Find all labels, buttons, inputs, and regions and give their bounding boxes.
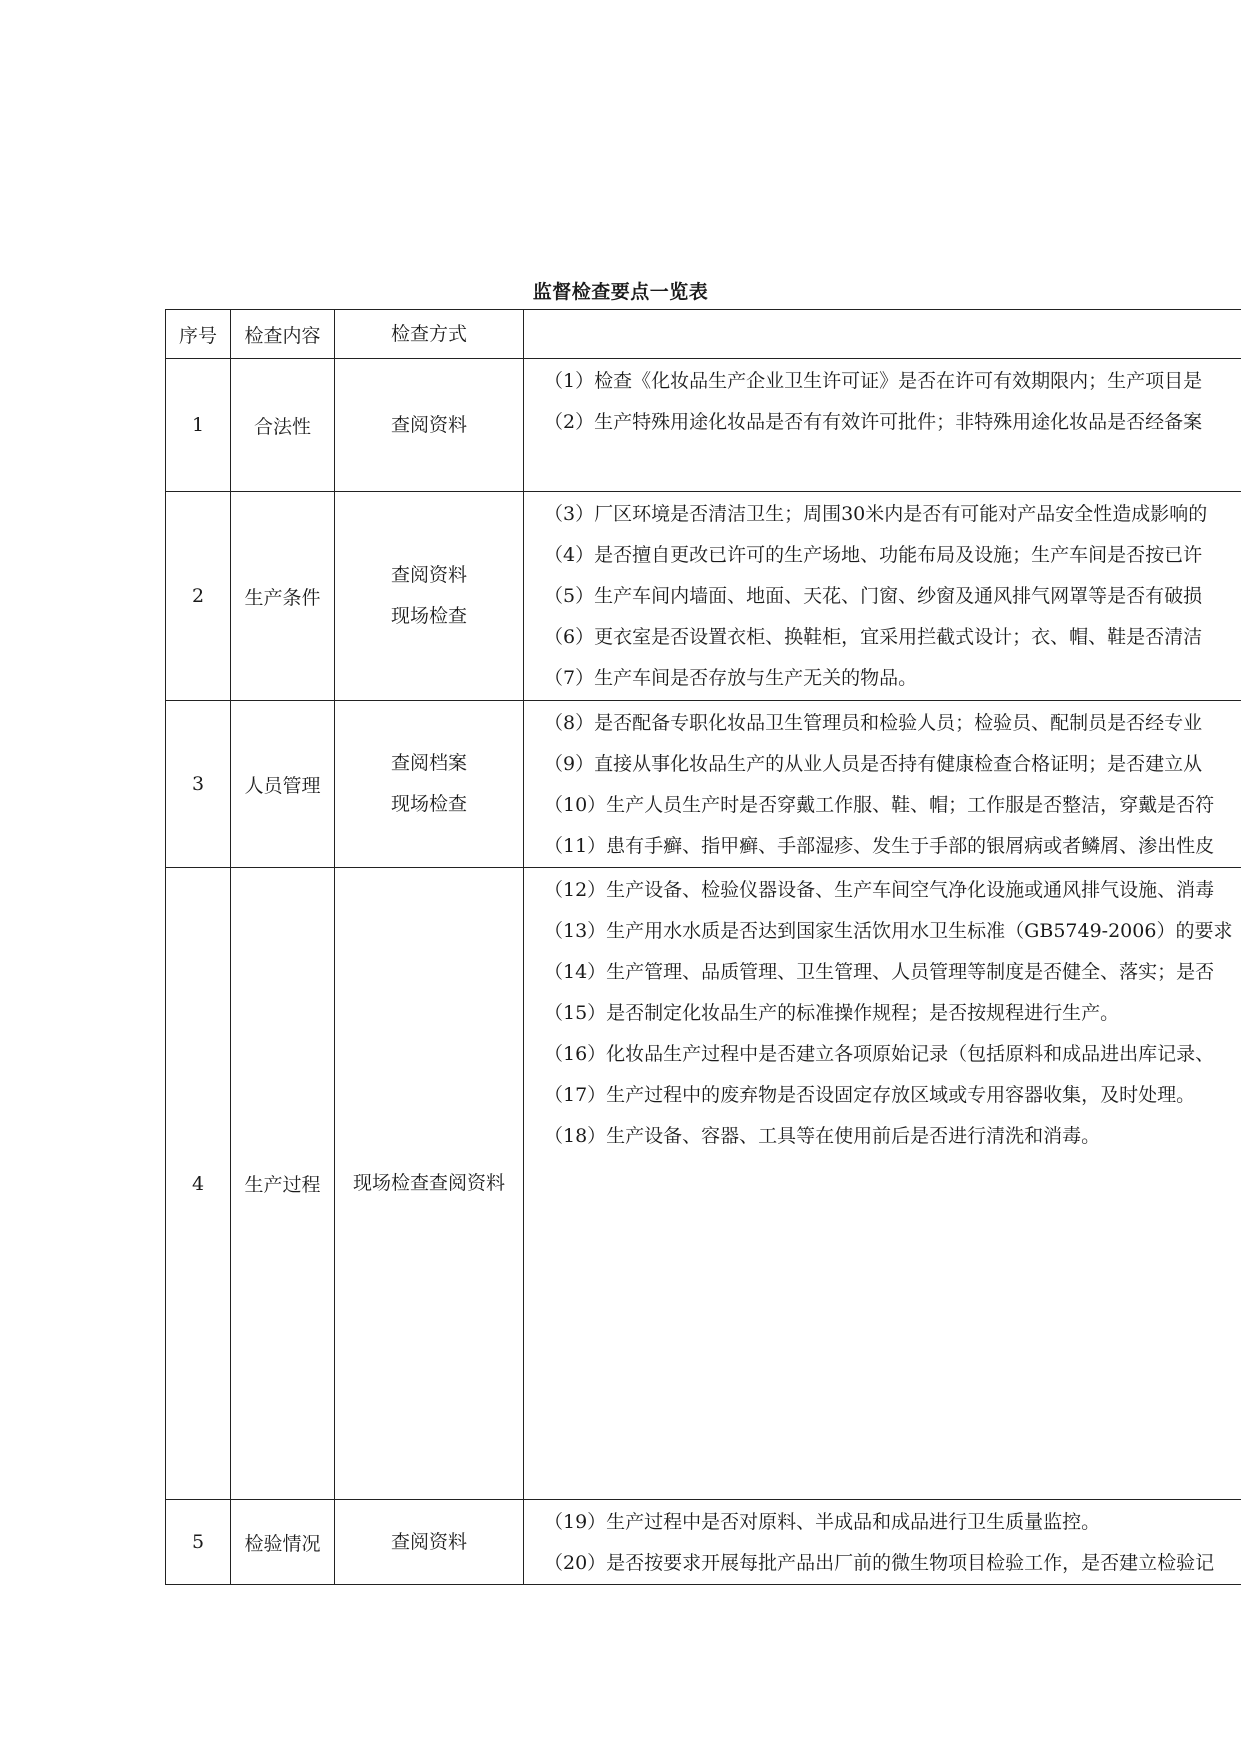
inspection-item: 生产过程 — [231, 868, 335, 1500]
inspection-method — [335, 868, 524, 1500]
method-line: 现场检查 — [390, 605, 467, 627]
inspection-point: （14）生产管理、品质管理、卫生管理、人员管理等制度是否健全、落实；是否 — [544, 961, 1215, 983]
inspection-point: （3）厂区环境是否清洁卫生；周围30米内是否有可能对产品安全性造成影响的 — [544, 503, 1208, 525]
method-line: 现场检查 — [390, 793, 467, 815]
inspection-point: （4）是否擅自更改已许可的生产场地、功能布局及设施；生产车间是否按已许 — [544, 544, 1203, 566]
inspection-point: （18）生产设备、容器、工具等在使用前后是否进行清洗和消毒。 — [544, 1125, 1101, 1147]
inspection-points — [524, 1500, 1241, 1585]
inspection-points — [524, 492, 1241, 701]
method-line: 查阅资料 — [390, 413, 467, 436]
inspection-table-viewport — [165, 309, 1241, 1585]
inspection-point: （9）直接从事化妆品生产的从业人员是否持有健康检查合格证明；是否建立从 — [544, 753, 1203, 775]
inspection-item: 生产条件 — [231, 492, 335, 701]
table-row — [166, 868, 1241, 1500]
inspection-method — [335, 1500, 524, 1585]
inspection-point: （12）生产设备、检验仪器设备、生产车间空气净化设施或通风排气设施、消毒 — [544, 879, 1215, 901]
inspection-point: （13）生产用水水质是否达到国家生活饮用水卫生标准（GB5749-2006）的要求 — [544, 920, 1233, 942]
inspection-point: （8）是否配备专职化妆品卫生管理员和检验人员；检验员、配制员是否经专业 — [544, 712, 1203, 734]
inspection-table — [165, 309, 1241, 1585]
method-line: 查阅档案 — [390, 752, 467, 774]
inspection-method — [335, 359, 524, 492]
row-number: 4 — [166, 868, 231, 1500]
inspection-point: （10）生产人员生产时是否穿戴工作服、鞋、帽；工作服是否整洁，穿戴是否符 — [544, 794, 1215, 816]
row-number: 5 — [166, 1500, 231, 1585]
inspection-point: （17）生产过程中的废弃物是否设固定存放区域或专用容器收集，及时处理。 — [544, 1084, 1196, 1106]
inspection-item: 检验情况 — [231, 1500, 335, 1585]
inspection-points — [524, 359, 1241, 492]
header-no: 序号 — [166, 310, 231, 359]
inspection-point: （7）生产车间是否存放与生产无关的物品。 — [544, 667, 918, 689]
method-line: 查阅资料 — [390, 564, 467, 586]
inspection-item: 合法性 — [231, 359, 335, 492]
header-item: 检查内容 — [231, 310, 335, 359]
page-title: 监督检查要点一览表 — [532, 281, 709, 303]
method-line: 现场检查查阅资料 — [352, 1172, 505, 1194]
inspection-point: （20）是否按要求开展每批产品出厂前的微生物项目检验工作，是否建立检验记 — [544, 1552, 1215, 1574]
inspection-point: （11）患有手癣、指甲癣、手部湿疹、发生于手部的银屑病或者鳞屑、渗出性皮 — [544, 835, 1215, 857]
row-number: 3 — [166, 701, 231, 868]
inspection-point: （19）生产过程中是否对原料、半成品和成品进行卫生质量监控。 — [544, 1511, 1101, 1533]
inspection-points — [524, 868, 1241, 1500]
header-method: 检查方式 — [335, 310, 524, 359]
row-number: 2 — [166, 492, 231, 701]
row-number: 1 — [166, 359, 231, 492]
inspection-method — [335, 701, 524, 868]
table-header-row — [166, 310, 1241, 359]
table-row — [166, 492, 1241, 701]
table-row — [166, 359, 1241, 492]
inspection-method — [335, 492, 524, 701]
inspection-point: （5）生产车间内墙面、地面、天花、门窗、纱窗及通风排气网罩等是否有破损 — [544, 585, 1203, 607]
inspection-item: 人员管理 — [231, 701, 335, 868]
inspection-point: （2）生产特殊用途化妆品是否有有效许可批件；非特殊用途化妆品是否经备案 — [544, 411, 1203, 433]
inspection-point: （6）更衣室是否设置衣柜、换鞋柜，宜采用拦截式设计；衣、帽、鞋是否清洁 — [544, 626, 1203, 648]
inspection-point: （15）是否制定化妆品生产的标准操作规程；是否按规程进行生产。 — [544, 1002, 1120, 1024]
table-row — [166, 701, 1241, 868]
inspection-point: （1）检查《化妆品生产企业卫生许可证》是否在许可有效期限内；生产项目是 — [544, 370, 1203, 392]
method-line: 查阅资料 — [390, 1530, 467, 1553]
inspection-point: （16）化妆品生产过程中是否建立各项原始记录（包括原料和成品进出库记录、 — [544, 1043, 1215, 1065]
inspection-points — [524, 701, 1241, 868]
header-points — [524, 310, 1241, 359]
table-row — [166, 1500, 1241, 1585]
